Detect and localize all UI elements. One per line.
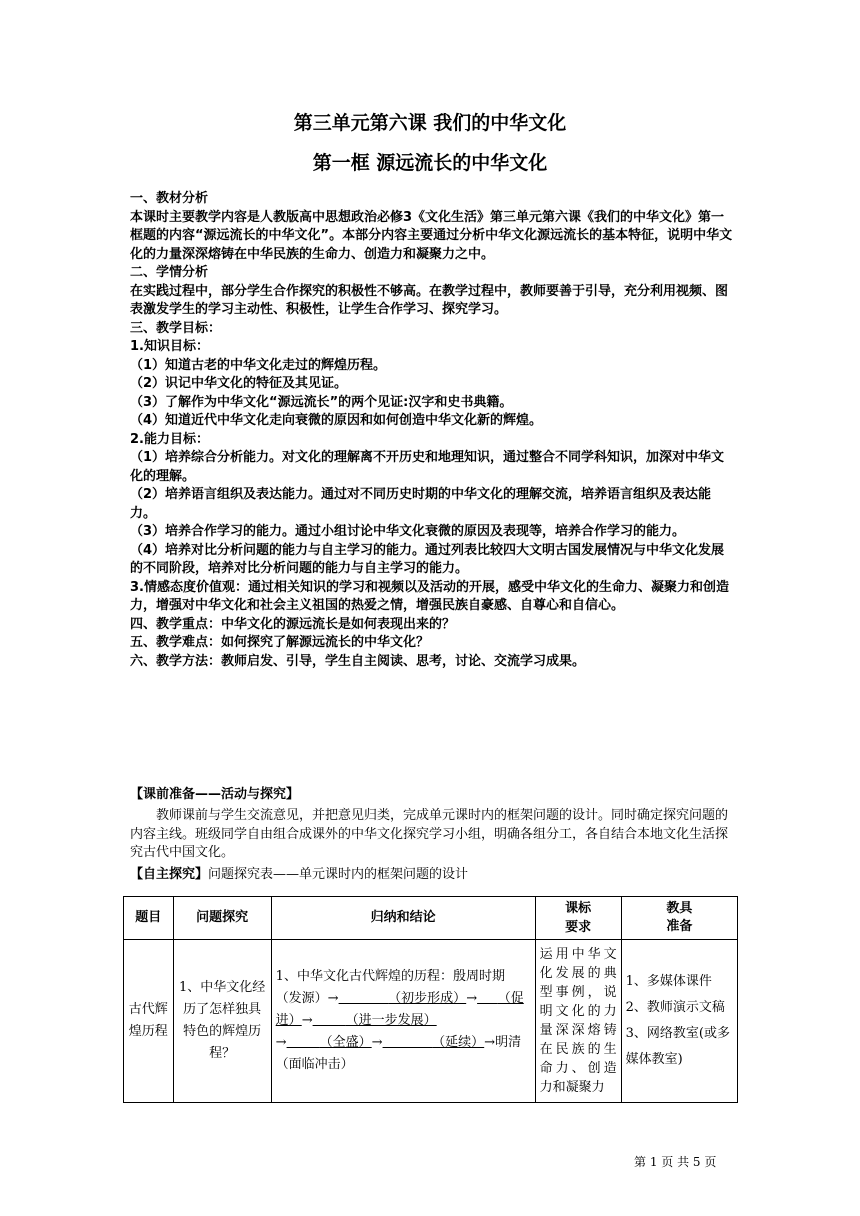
- paragraph: （1）知道古老的中华文化走过的辉煌历程。: [130, 357, 387, 373]
- cell-standard: 运用中华文化发展的典型事例，说明文化的力量深深熔铸在民族的生命力、创造力和凝聚力: [535, 940, 621, 1103]
- section-title: 第一框 源远流长的中华文化: [312, 152, 548, 174]
- table-row: [124, 940, 738, 1103]
- header-topic: 题目: [124, 897, 174, 940]
- paragraph: 六、教学方法：教师启发、引导，学生自主阅读、思考，讨论、交流学习成果。: [130, 653, 586, 669]
- paragraph: （2）培养语言组织及表达能力。通过对不同历史时期的中华文化的理解交流，培养语言组织及表达能力。: [130, 487, 712, 521]
- paragraph: 一、教材分析: [130, 191, 209, 206]
- prep-text: 教师课前与学生交流意见，并把意见归类，完成单元课时内的框架问题的设计。同时确定探究问题的内容主线。班级同学自由组合成课外的中华文化探究学习小组，明确各组分工，各自结合本地文化生活探究古代中国文化。: [130, 808, 729, 860]
- header-question: 问题探究: [173, 897, 271, 940]
- paragraph: （3）培养合作学习的能力。通过小组讨论中华文化衰微的原因及表现等，培养合作学习的能力。: [130, 524, 686, 539]
- table-caption-text: 问题探究表——单元课时内的框架问题的设计: [208, 867, 469, 882]
- paragraph: 2.能力目标：: [130, 431, 209, 447]
- paragraph: （4）培养对比分析问题的能力与自主学习的能力。通过列表比较四大文明古国发展情况与中华文化发展的不同阶段，培养对比分析问题的能力与自主学习的能力。: [130, 542, 725, 576]
- paragraph: 在实践过程中，部分学生合作探究的积极性不够高。在教学过程中，教师要善于引导，充分利用视频、图表激发学生的学习主动性、积极性，让学生合作学习、探究学习。: [130, 283, 729, 317]
- paragraph: （2）识记中华文化的特征及其见证。: [130, 376, 348, 391]
- table-header-row: [124, 897, 738, 940]
- blank-5: （延续）: [432, 1035, 485, 1050]
- lesson-title: 第三单元第六课 我们的中华文化: [293, 112, 567, 134]
- paragraph: 二、学情分析: [130, 265, 209, 280]
- cell-resources: [621, 940, 737, 1103]
- paragraph: 五、教学难点：如何探究了解源远流长的中华文化？: [130, 635, 430, 650]
- resource-item: 3、网络教室(或多媒体教室): [625, 1026, 730, 1067]
- paragraph: 3.情感态度价值观：通过相关知识的学习和视频以及活动的开展，感受中华文化的生命力、凝聚力和创造力，增强对中华文化和社会主义祖国的热爱之情，增强民族自豪感、自尊心和自信心。: [130, 579, 729, 613]
- blank-4: （全盛）: [319, 1035, 372, 1050]
- cell-topic: 古代辉煌历程: [124, 940, 174, 1103]
- paragraph: 本课时主要教学内容是人教版高中思想政治必修3《文化生活》第三单元第六课《我们的中华文化》第一框题的内容“源远流长的中华文化”。本部分内容主要通过分析中华文化源远流长的基本特征，说明中华文化的力量深深熔铸在中华民族的生命力、创造力和凝聚力之中。: [130, 209, 733, 262]
- header-conclusion: 归纳和结论: [271, 897, 535, 940]
- table-caption-bold: 【自主探究】: [130, 867, 209, 882]
- cell-conclusion: 1、中华文化古代辉煌的历程：殷周时期（发源）→ （初步形成）→ （促进）→ （进一步发展）→ （全盛）→ （延续）→明清（面临冲击）: [271, 940, 535, 1103]
- paragraph: 四、教学重点：中华文化的源远流长是如何表现出来的？: [130, 616, 456, 632]
- blank-1: （初步形成）: [388, 991, 467, 1006]
- header-resources: 教具 准备: [621, 897, 737, 940]
- resource-item: 2、教师演示文稿: [625, 1000, 725, 1015]
- blank-3: （进一步发展）: [345, 1013, 437, 1028]
- cell-question: 1、中华文化经历了怎样独具特色的辉煌历程？: [173, 940, 271, 1103]
- table-caption: [130, 866, 736, 885]
- header-standard: 课标 要求: [535, 897, 621, 940]
- resource-item: 1、多媒体课件: [625, 974, 712, 989]
- paragraph: （4）知道近代中华文化走向衰微的原因和如何创造中华文化新的辉煌。: [130, 413, 543, 428]
- paragraph: （3）了解作为中华文化“源远流长”的两个见证:汉字和史书典籍。: [130, 394, 513, 410]
- paragraph: （1）培养综合分析能力。对文化的理解离不开历史和地理知识，通过整合不同学科知识，加深对中华文化的理解。: [130, 450, 725, 484]
- page-footer: 第 1 页 共 5 页: [634, 1155, 717, 1169]
- question-table: [123, 896, 738, 1103]
- prep-heading: 【课前准备——活动与探究】: [130, 787, 300, 802]
- teaching-analysis: [130, 190, 736, 671]
- blank-2: （促进）: [275, 991, 524, 1028]
- paragraph: 1.知识目标：: [130, 339, 209, 354]
- paragraph: 三、教学目标：: [130, 320, 222, 336]
